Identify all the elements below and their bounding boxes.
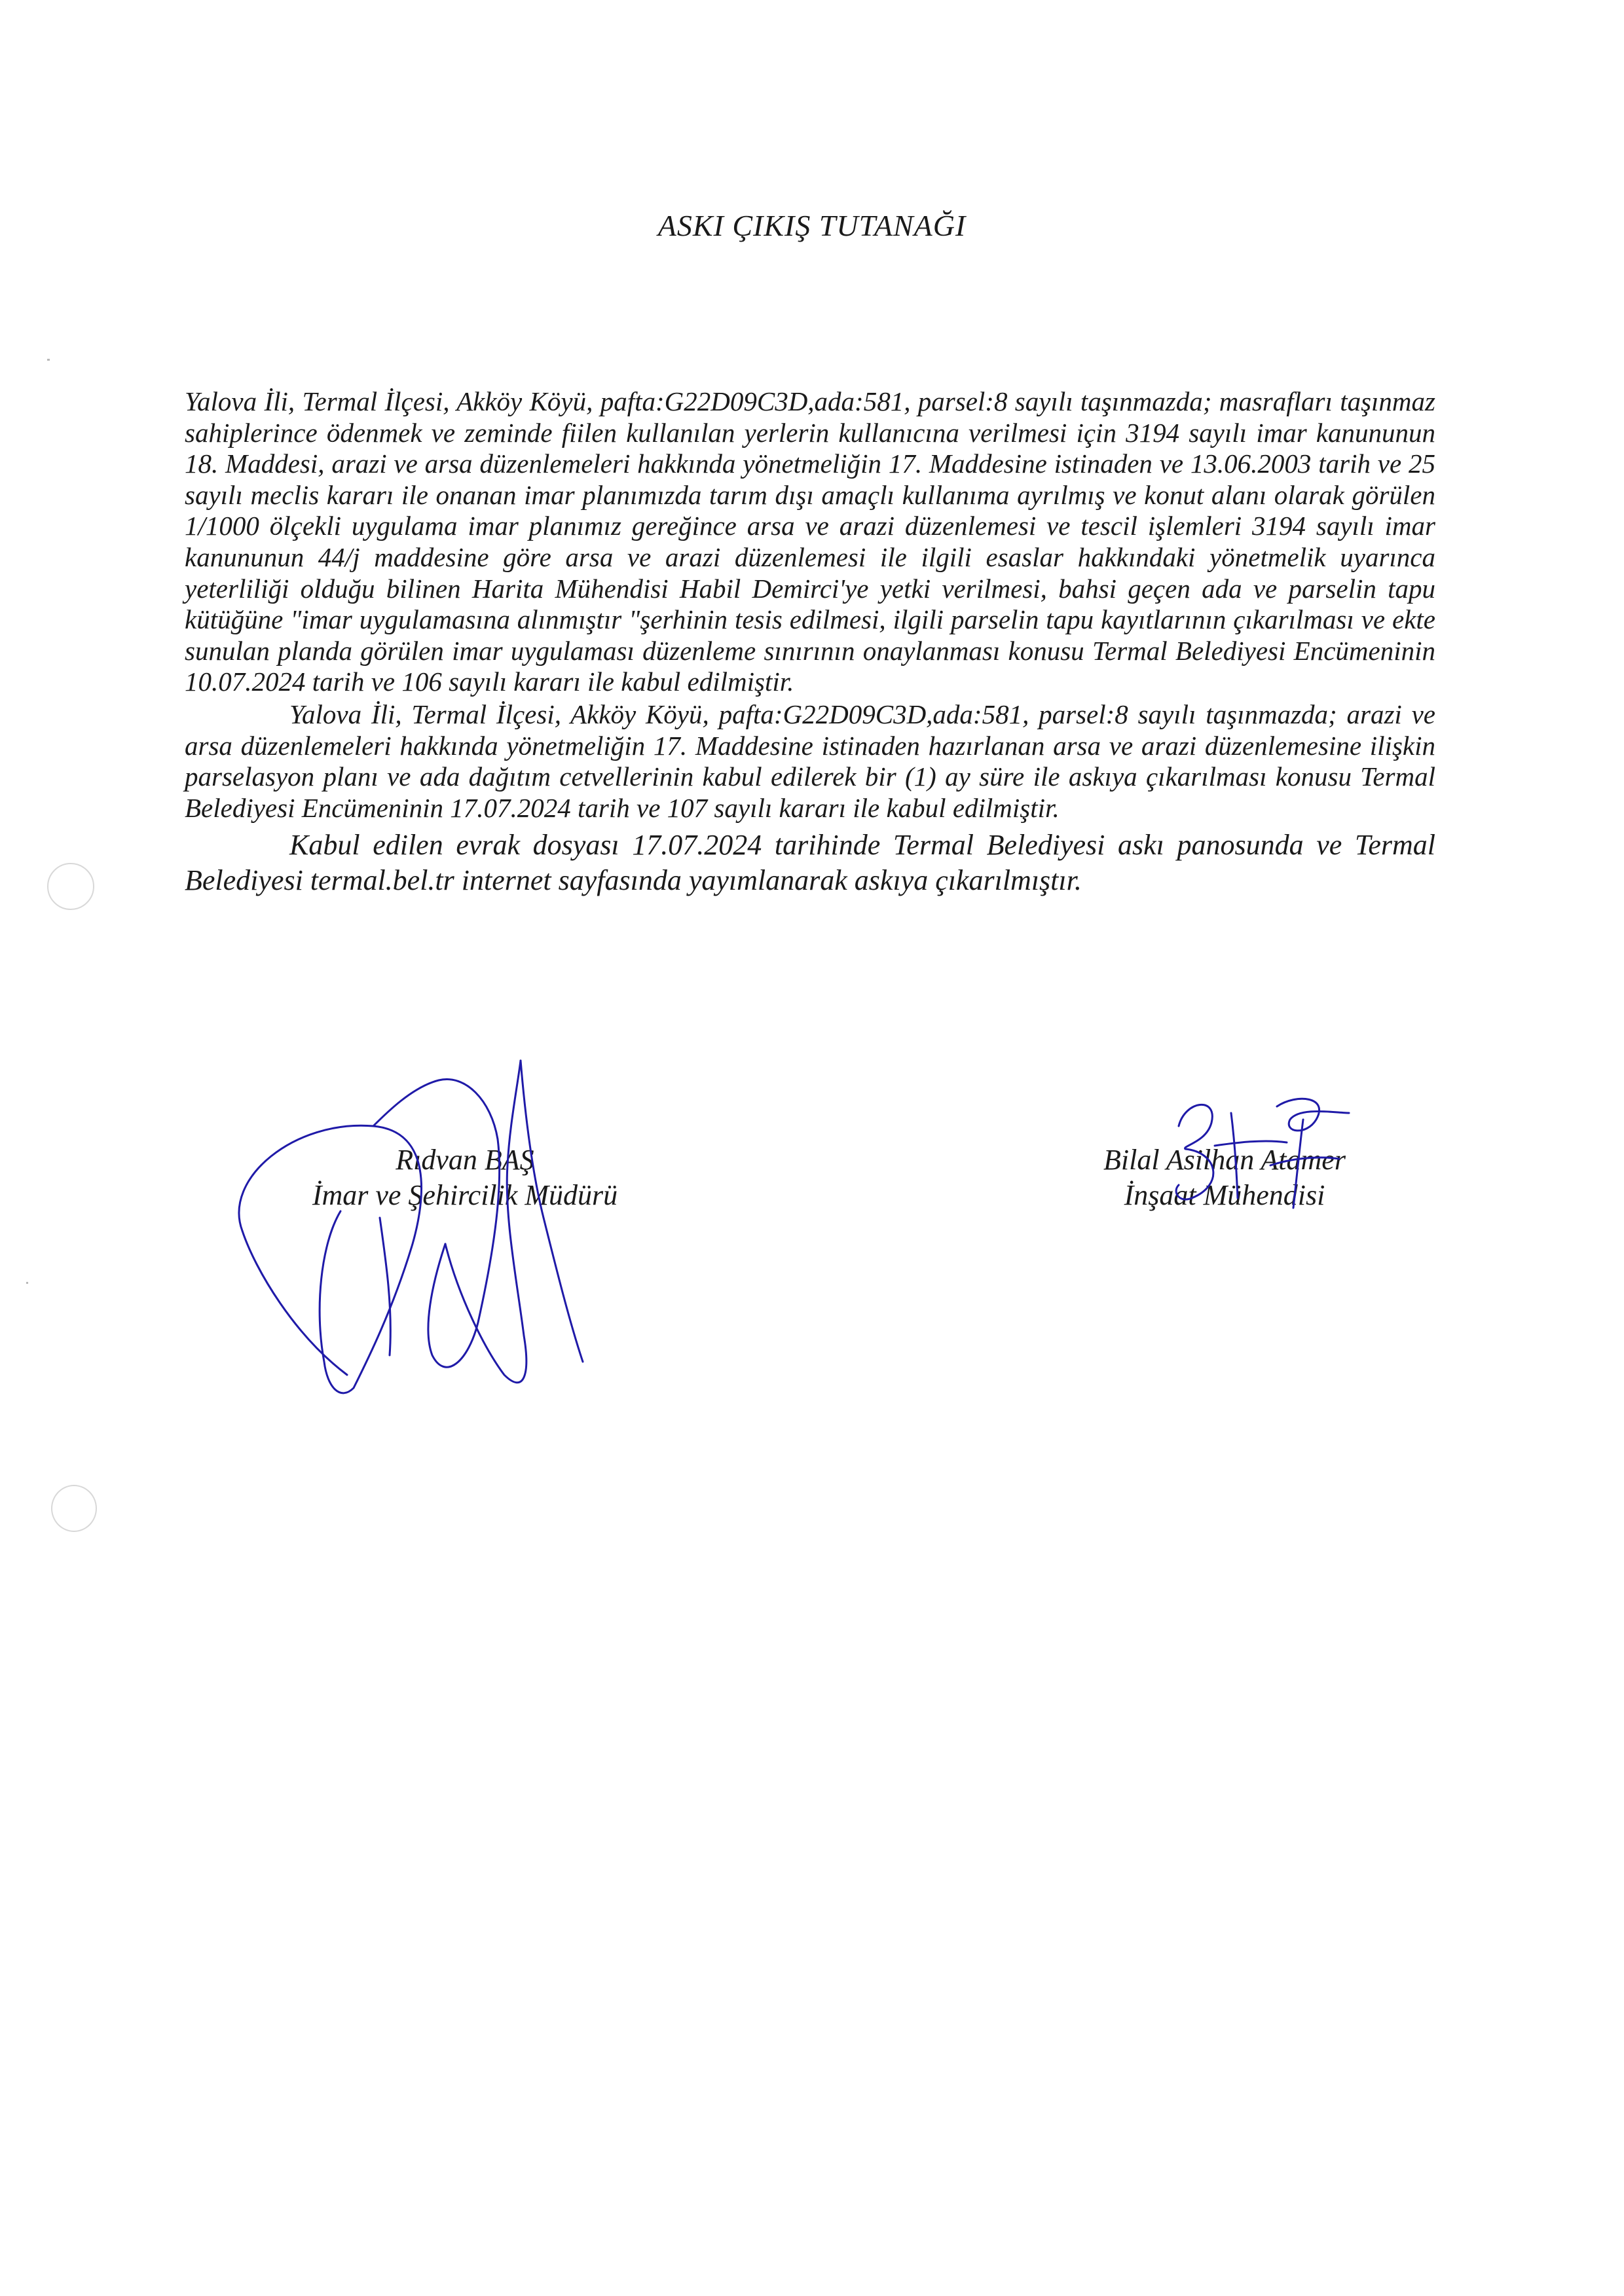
- document-body: [185, 386, 1435, 898]
- paragraph-2: Yalova İli, Termal İlçesi, Akköy Köyü, pafta:G22D09C3D,ada:581, parsel:8 sayılı taşınmazda; arazi ve arsa düzenlemeleri hakkında yönetmeliğin 17. Maddesine istinaden hazırlanan arsa ve arazi düzenlemesine ilişkin parselasyon planı ve ada dağıtım cetvellerinin kabul edilerek bir (1) ay süre ile askıya çıkarılması konusu Termal Belediyesi Encümeninin 17.07.2024 tarih ve 107 sayılı kararı ile kabul edilmiştir.: [185, 699, 1435, 823]
- signatory-right-position: İnşaat Mühendisi: [1124, 1179, 1325, 1211]
- signature-right: [1166, 1087, 1362, 1218]
- scan-speck: [26, 1282, 28, 1284]
- document-title: ASKI ÇIKIŞ TUTANAĞI: [657, 209, 967, 242]
- punch-hole-bottom: [51, 1485, 97, 1532]
- paragraph-1: Yalova İli, Termal İlçesi, Akköy Köyü, pafta:G22D09C3D,ada:581, parsel:8 sayılı taşınmazda; masrafları taşınmaz sahiplerince ödenmek ve zeminde fiilen kullanılan yerlerin kullanıcına verilmesi için 3194 sayılı imar kanununun 18. Maddesi, arazi ve arsa düzenlemeleri hakkında yönetmeliğin 17. Maddesine istinaden ve 13.06.2003 tarih ve 25 sayılı meclis kararı ile onanan imar planımızda tarım dışı amaçlı kullanıma ayrılmış ve konut alanı olarak görülen 1/1000 ölçekli uygulama imar planımız gereğince arsa ve arazi düzenlemesi ve tescil işlemleri 3194 sayılı imar kanununun 44/j maddesine göre arsa ve arazi düzenlemesi ile ilgili esaslar hakkındaki yönetmelik uyarınca yeterliliği olduğu bilinen Harita Mühendisi Habil Demirci'ye yetki verilmesi, bahsi geçen ada ve parselin tapu kütüğüne "imar uygulamasına alınmıştır "şerhinin tesis edilmesi, ilgili parselin tapu kayıtlarının çıkarılması ve ekte sunulan planda görülen imar uygulaması düzenleme sınırının onaylanması konusu Termal Belediyesi Encümeninin 10.07.2024 tarih ve 106 sayılı kararı ile kabul edilmiştir.: [185, 386, 1435, 697]
- signatory-left-name: Rıdvan BAŞ: [396, 1144, 534, 1176]
- scan-speck: [47, 359, 50, 361]
- punch-hole-top: [47, 863, 94, 910]
- paragraph-3: Kabul edilen evrak dosyası 17.07.2024 tarihinde Termal Belediyesi askı panosunda ve Termal Belediyesi termal.bel.tr internet sayfasında yayımlanarak askıya çıkarılmıştır.: [185, 829, 1435, 897]
- signature-left: [216, 1048, 622, 1414]
- signatory-left-position: İmar ve Şehircilik Müdürü: [312, 1179, 618, 1211]
- signatory-right-name: Bilal Asilhan Atamer: [1103, 1144, 1346, 1176]
